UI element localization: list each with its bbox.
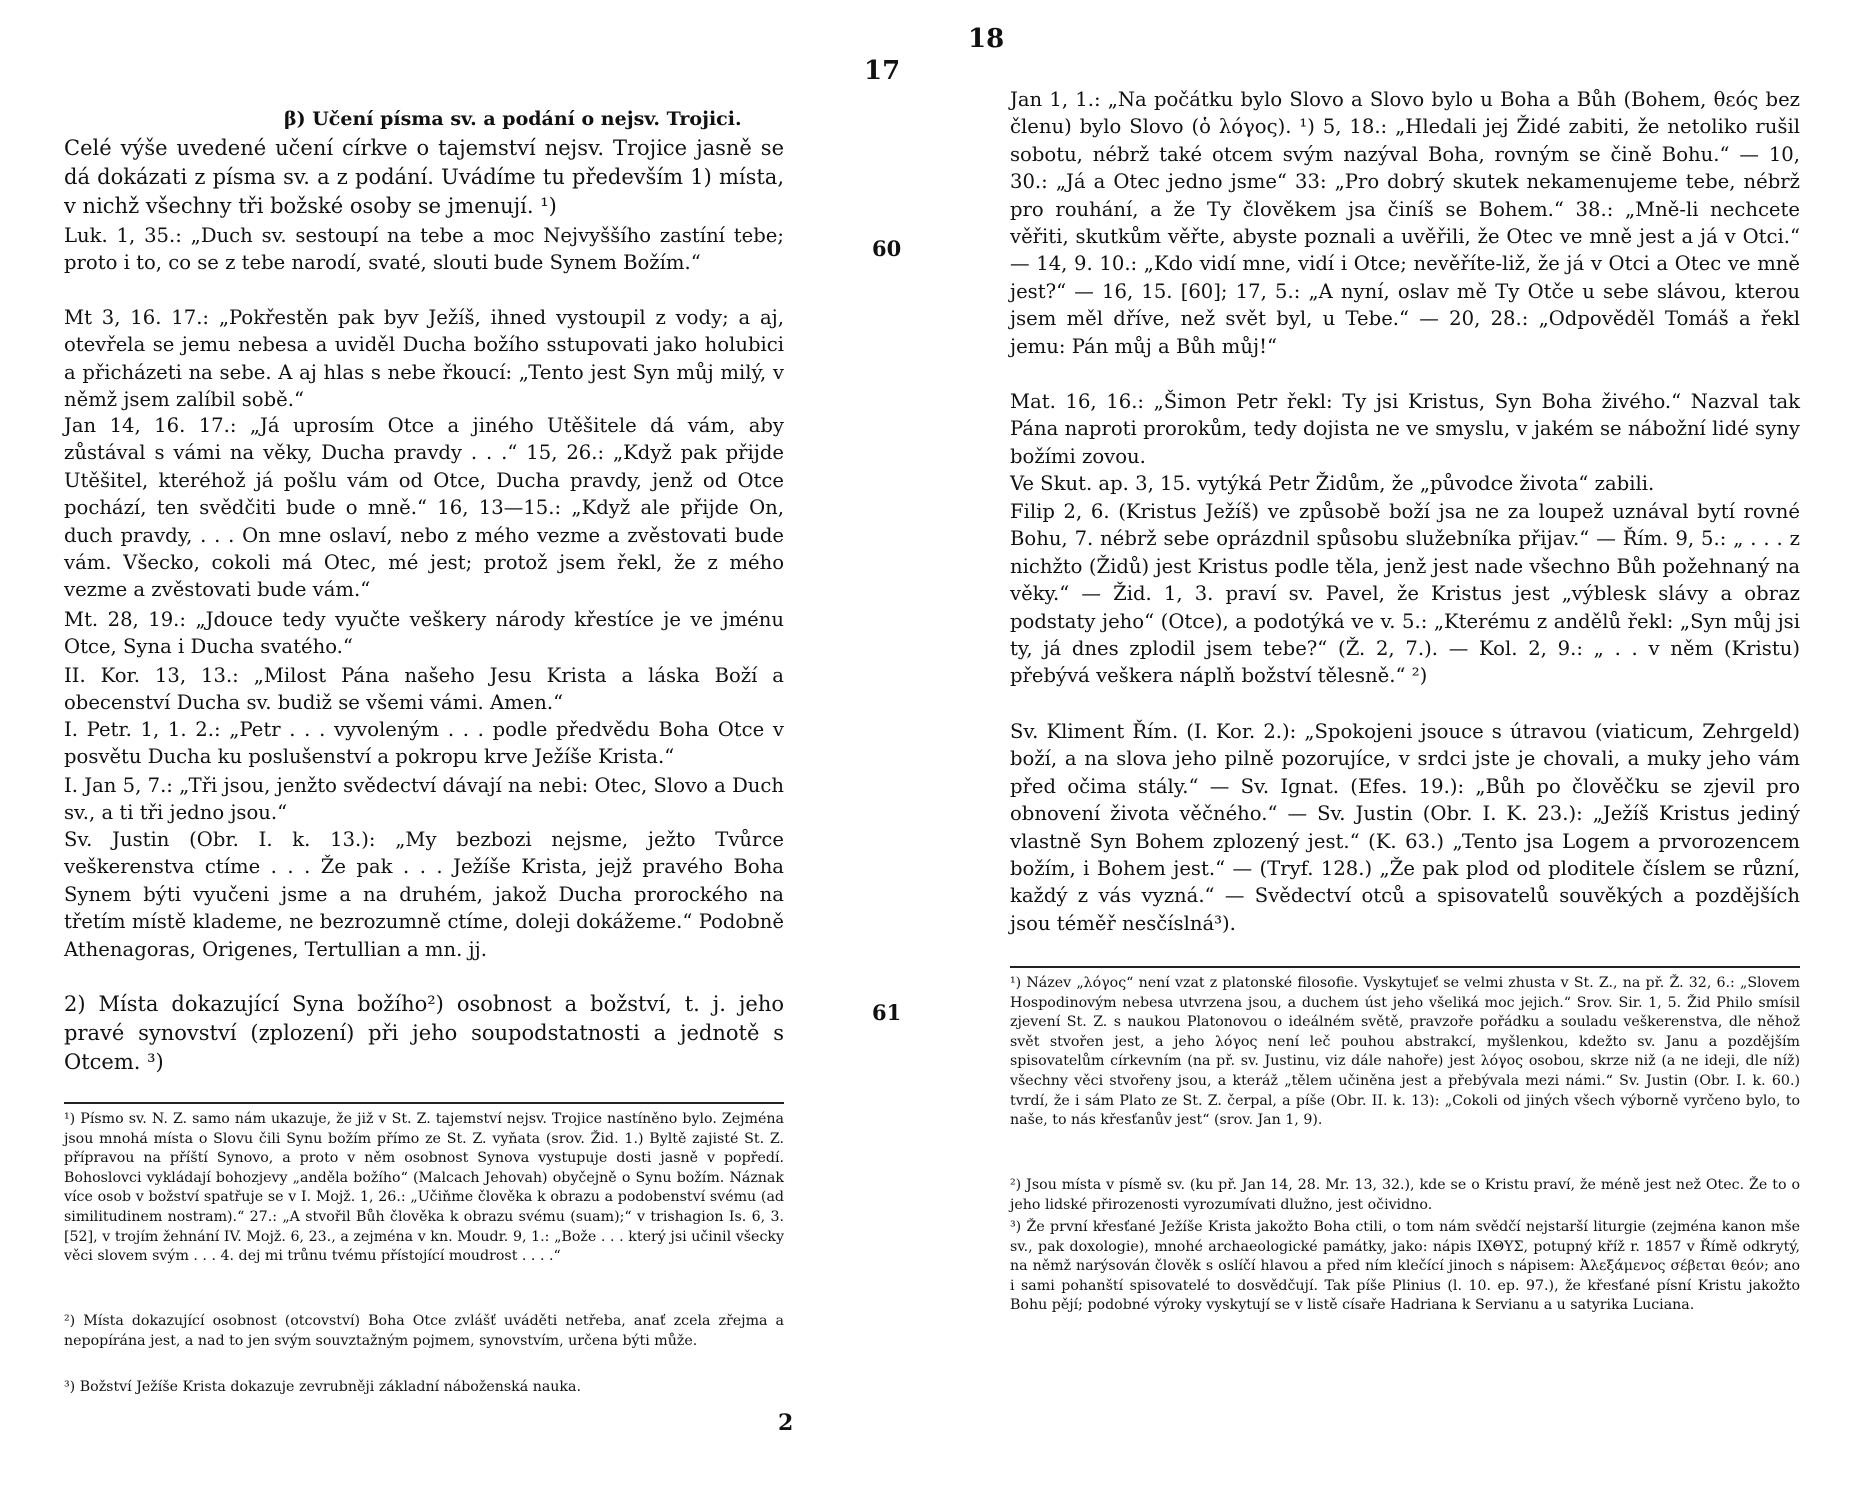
footnote-right-2: ²) Jsou místa v písmě sv. (ku př. Jan 14, 28. Mr. 13, 32.), kde se o Kristu praví, že méně jest než Otec. Že to o jeho lidské přirozenosti vyrozumívati dlužno, jest očividno. (1010, 1177, 1800, 1213)
footnote-2: ²) Místa dokazující osobnost (otcovství) Boha Otce zvlášť uváděti netřeba, anať zcela zřejma a nepopírána jest, a nad to jen svým souvztažným pojmem, synovstvím, určena býti může. (64, 1313, 784, 1349)
margin-number-60: 60 (872, 236, 902, 261)
quote-matthew-28: Mt. 28, 19.: „Jdouce tedy vyučte veškery národy křestíce je ve jménu Otce, Syna i Ducha svatého.“ (64, 608, 784, 659)
footnote-divider (64, 1102, 784, 1104)
quote-matthew-3: Mt 3, 16. 17.: „Pokřestěn pak byv Ježíš, ihned vystoupil z vody; a aj, otevřela se jemu nebesa a uviděl Ducha božího sstupovati jako holubici a přicházeti na sebe. A aj hlas s nebe řkoucí: „Tento jest Syn můj milý, v němž jsem zalíbil sobě.“ (64, 306, 784, 412)
quote-john-1: Jan 1, 1.: „Na počátku bylo Slovo a Slovo bylo u Boha a Bůh (Bohem, θεός bez členu) bylo Slovo (ὁ λόγος). ¹) 5, 18.: „Hledali jej Židé zabiti, že netoliko rušil sobotu, nébrž také otcem svým nazýval Boha, rovným se čině Bohu.“ — 10, 30.: „Já a Otec jedno jsme“ 33: „Pro dobrý skutek nekamenujeme tebe, nébrž pro rouhání, a že Ty člověkem jsa činíš se Bohem.“ 38.: „Mně-li nechcete věřiti, skutkům věřte, abyste poznali a uvěřili, že Otec ve mně jest a já v Otci.“ — 14, 9. 10.: „Kdo vidí mne, vidí i Otce; nevěříte-liž, že já v Otci a Otec ve mně jest?“ — 16, 15. [60]; 17, 5.: „A nyní, oslav mě Ty Otče u sebe slávou, kterou jsem měl dříve, než svět byl, u Tebe.“ — 20, 28.: „Odpověděl Tomáš a řekl jemu: Pán můj a Bůh můj!“ (1010, 88, 1800, 358)
quote-acts: Ve Skut. ap. 3, 15. vytýká Petr Židům, že „původce života“ zabili. (1010, 472, 1655, 495)
quote-justin: Sv. Justin (Obr. I. k. 13.): „My bezbozi nejsme, ježto Tvůrce veškerenstva ctíme . . . Že pak . . . Ježíše Krista, jejž pravého Boha Synem býti vyučeni jsme a na druhém, jakož Ducha prorockého na třetím místě klademe, ne bezrozumně ctíme, doleji dokážeme.“ Podobně Athenagoras, Origenes, Tertullian a mn. jj. (64, 828, 784, 961)
quote-luke: Luk. 1, 35.: „Duch sv. sestoupí na tebe a moc Nejvyššího zastíní tebe; proto i to, co se z tebe narodí, svaté, slouti bude Synem Božím.“ (64, 224, 784, 275)
page-number-18: 18 (968, 24, 1005, 54)
intro-paragraph: Celé výše uvedené učení církve o tajemství nejsv. Trojice jasně se dá dokázati z písma sv. a z podání. Uvádíme tu především 1) místa, v nichž všechny tři božské osoby se jmenují. ¹) (64, 136, 784, 218)
page-number-17: 17 (864, 56, 901, 86)
quote-1-john: I. Jan 5, 7.: „Tři jsou, jenžto svědectví dávají na nebi: Otec, Slovo a Duch sv., a ti tři jedno jsou.“ (64, 774, 784, 825)
margin-number-61: 61 (872, 1000, 902, 1025)
footnote-divider-right (1010, 966, 1800, 968)
footnote-right-1: ¹) Název „λόγος“ není vzat z platonské filosofie. Vyskytujeť se velmi zhusta v St. Z., na př. Ž. 32, 6.: „Slovem Hospodinovým nebesa utvrzena jsou, a duchem úst jeho všeliká moc jejich.“ Srov. Sir. 1, 5. Žid Philo smísil zjevení St. Z. s naukou Platonovou o ideálném světě, pravzoře pořádku a souladu veškerenstva, dle něhož svět stvořen jest, a jeho λόγος není leč pouhou abstrakcí, myšlenkou, kdežto sv. Janu a pozdějším spisovatelům církevním (na př. sv. Justinu, viz dále nahoře) jest λόγος osobou, skrze niž (a ne ideji, dle níž) všechny věci stvořeny jsou, a kteráž „tělem učiněna jest a přebývala mezi námi.“ Sv. Justin (Obr. I. k. 60.) tvrdí, že i sám Plato ze St. Z. čerpal, a píše (Obr. II. k. 13): „Cokoli od jiných všech výborně vyrčeno bylo, to naše, to nás křesťanův jest“ (srov. Jan 1, 9). (1010, 975, 1800, 1129)
footnote-3: ³) Božství Ježíše Krista dokazuje zevrubněji základní náboženská nauka. (64, 1379, 581, 1395)
quote-matthew-16: Mat. 16, 16.: „Šimon Petr řekl: Ty jsi Kristus, Syn Boha živého.“ Nazval tak Pána naproti prorokům, tedy dojista ne ve smyslu, v jakém se nábožní lidé syny božími zovou. (1010, 390, 1800, 468)
quote-philippians: Filip 2, 6. (Kristus Ježíš) ve způsobě boží jsa ne za loupež uznával bytí rovné Bohu, 7. nébrž sebe oprázdnil spůsobu služebníka přijav.“ — Řím. 9, 5.: „ . . . z nichžto (Židů) jest Kristus podle těla, jenž jest nade všechno Bůh požehnaný na věky.“ — Žid. 1, 3. praví sv. Pavel, že Kristus jest „výblesk slávy a obraz podstaty jeho“ (Otce), a podotýká ve v. 5.: „Kterému z andělů řekl: „Syn můj jsi ty, já dnes zplodil jsem tebe?“ (Ž. 2, 7.). — Kol. 2, 9.: „ . . v něm (Kristu) přebývá veškera náplň božství tělesně.“ ²) (1010, 500, 1800, 688)
right-page (968, 0, 1800, 1500)
quote-john-14: Jan 14, 16. 17.: „Já uprosím Otce a jiného Utěšitele dá vám, aby zůstával s vámi na věky, Ducha pravdy . . .“ 15, 26.: „Když pak přijde Utěšitel, kteréhož já pošlu vám od Otce, Ducha pravdy, jenž od Otce pochází, ten svědčiti bude o mně.“ 16, 13—15.: „Když ale přijde On, duch pravdy, . . . On mne oslaví, nebo z mého vezme a zvěstovati bude vám. Všecko, cokoli má Otec, mé jest; protož jsem řekl, že z mého vezme a zvěstovati bude vám.“ (64, 414, 784, 602)
signature-number-2: 2 (778, 1410, 794, 1436)
quote-fathers: Sv. Kliment Řím. (I. Kor. 2.): „Spokojeni jsouce s útravou (viaticum, Zehrgeld) boží, a na slova jeho pilně pozorujíce, v srdci jste je chovali, a muky jeho vám před očima stály.“ — Sv. Ignat. (Efes. 19.): „Bůh po člověčku se zjevil pro obnovení života věčného.“ — Sv. Justin (Obr. I. K. 23.): „Ježíš Kristus jediný vlastně Syn Bohem zplozený jest.“ (K. 63.) „Tento jsa Logem a prvorozencem božím, i Bohem jest.“ — (Tryf. 128.) „Že pak plod od ploditele číslem se různí, každý z vás vyzná.“ — Svědectví otců a spisovatelů souvěkých a pozdějších jsou téměř nesčíslná³). (1010, 720, 1800, 935)
footnote-right-3: ³) Že první křesťané Ježíše Krista jakožto Boha ctili, o tom nám svědčí nejstarší liturgie (zejména kanon mše sv., pak doxologie), mnohé archaeologické památky, jako: nápis ΙΧΘΥΣ, potupný kříž r. 1857 v Římě odkrytý, na němž narýsován člověk s oslíčí hlavou a před ním klečící jinoch s nápisem: Ἀλεξάμενος σέβεται θεόν; ano i sami pohanští spisovatelé to dosvědčují. Tak píše Plinius (l. 10. ep. 97.), že křesťané písní Kristu jakožto Bohu pějí; podobné výroky vyskytují se v listě císaře Hadriana k Servianu a u satyrika Luciana. (1010, 1219, 1800, 1314)
section-2-paragraph: 2) Místa dokazující Syna božího²) osobnost a božství, t. j. jeho pravé synovství (zplození) při jeho soupodstatnosti a jednotě s Otcem. ³) (64, 992, 784, 1074)
section-heading: β) Učení písma sv. a podání o nejsv. Trojici. (284, 108, 742, 130)
left-page (64, 0, 902, 1500)
quote-1-peter: I. Petr. 1, 1. 2.: „Petr . . . vyvoleným . . . podle předvědu Boha Otce v posvětu Ducha ku poslušenství a pokropu krve Ježíše Krista.“ (64, 718, 784, 769)
quote-2-corinthians: II. Kor. 13, 13.: „Milost Pána našeho Jesu Krista a láska Boží a obecenství Ducha sv. budiž se všemi vámi. Amen.“ (64, 664, 784, 715)
footnote-1: ¹) Písmo sv. N. Z. samo nám ukazuje, že již v St. Z. tajemství nejsv. Trojice nastíněno bylo. Zejména jsou mnohá místa o Slovu čili Synu božím přímo ze St. Z. vyňata (srov. Žid. 1.) Byltě zajisté St. Z. přípravou na příští Synovo, a proto v něm osobnost Synova vystupuje dosti jasně v popředí. Bohoslovci vykládají bohozjevy „anděla božího“ (Malcach Jehovah) obyčejně o Synu božím. Náznak více osob v božství spatřuje se v I. Mojž. 1, 26.: „Učiňme člověka k obrazu a podobenství svému (ad similitudinem nostram).“ 27.: „A stvořil Bůh člověka k obrazu svému (suam);“ v trishagion Is. 6, 3. [52], v trojím žehnání IV. Mojž. 6, 23., a zejména v kn. Moudr. 9, 1.: „Bože . . . který jsi učinil všecky věci slovem svým . . . 4. dej mi trůnu tvému přístojící moudrost . . . .“ (64, 1111, 784, 1265)
